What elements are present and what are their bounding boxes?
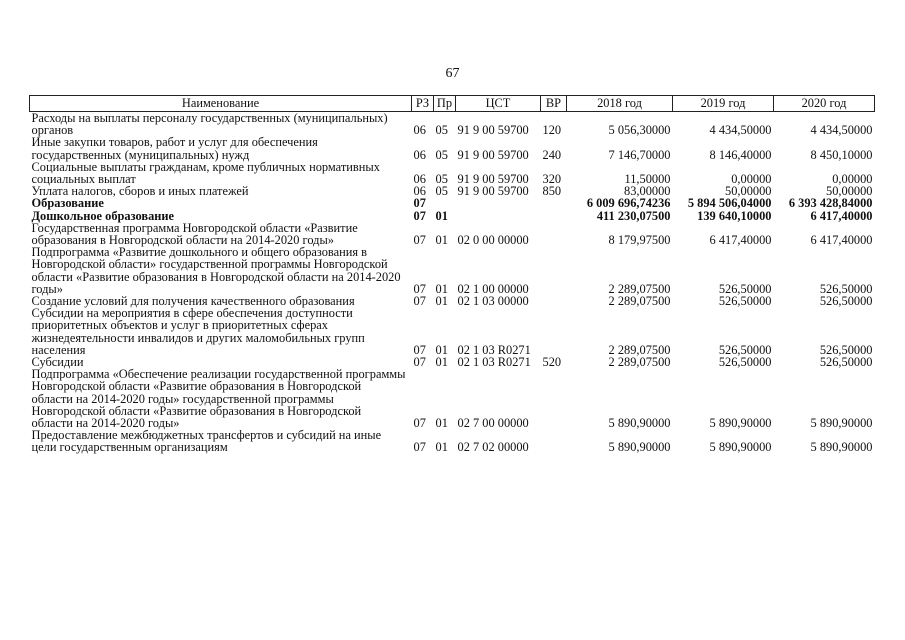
row-vr: 850	[542, 184, 562, 199]
row-name: Иные закупки товаров, работ и услуг для обеспечения государственных (муниципальных) нужд	[31, 135, 318, 162]
row-value-2019: 5 894 506,04000	[687, 196, 772, 211]
row-vr	[541, 295, 567, 307]
row-cst: 02 0 00 00000	[457, 233, 529, 248]
column-header-cst: ЦСТ	[456, 96, 541, 112]
row-value-2020: 0,00000	[832, 172, 873, 187]
row-vr: 240	[542, 147, 562, 162]
row-pr: 01	[435, 355, 448, 370]
row-pr: 05	[435, 184, 448, 199]
row-value-2018: 2 289,07500	[608, 355, 671, 370]
table-row	[30, 307, 875, 356]
column-header-2018: 2018 год	[567, 96, 673, 112]
row-pr: 01	[435, 208, 448, 223]
table-row	[30, 112, 875, 137]
row-value-2020: 526,50000	[819, 342, 873, 357]
row-value-2018: 6 009 696,74236	[586, 196, 671, 211]
row-name: Расходы на выплаты персоналу государственных (муниципальных) органов	[31, 111, 388, 138]
page-number: 67	[445, 66, 460, 81]
table-row	[30, 368, 875, 429]
column-header-vr: ВР	[541, 96, 567, 112]
row-rz: 07	[413, 294, 426, 309]
table-row	[30, 429, 875, 453]
row-value-2020: 6 417,40000	[810, 208, 873, 223]
row-value-2020: 5 890,90000	[810, 440, 873, 455]
table-row	[30, 161, 875, 185]
row-pr: 05	[435, 123, 448, 138]
row-name: Дошкольное образование	[31, 208, 175, 223]
table-row	[30, 136, 875, 160]
row-rz: 07	[413, 208, 426, 223]
row-rz: 07	[413, 233, 426, 248]
row-pr: 01	[435, 440, 448, 455]
table-row	[30, 210, 875, 222]
row-cst	[456, 210, 541, 222]
row-name: Социальные выплаты гражданам, кроме публичных нормативных социальных выплат	[31, 159, 380, 187]
row-value-2018: 5 890,90000	[608, 416, 671, 431]
row-rz: 07	[413, 281, 426, 296]
table-row	[30, 197, 875, 209]
row-name: Уплата налогов, сборов и иных платежей	[31, 184, 249, 199]
row-value-2018: 2 289,07500	[608, 342, 671, 357]
row-pr: 01	[435, 294, 448, 309]
row-value-2019: 50,00000	[725, 184, 772, 199]
row-cst: 91 9 00 59700	[457, 123, 529, 138]
row-name: Создание условий для получения качественного образования	[31, 294, 355, 309]
row-value-2020: 8 450,10000	[810, 147, 873, 162]
row-rz: 07	[413, 355, 426, 370]
row-vr	[541, 197, 567, 209]
row-rz: 07	[413, 416, 426, 431]
row-name: Предоставление межбюджетных трансфертов и субсидий на иные цели государственным организациям	[31, 428, 382, 455]
column-header-2019: 2019 год	[673, 96, 774, 112]
row-cst: 02 1 00 00000	[457, 281, 529, 296]
row-rz: 06	[413, 147, 426, 162]
row-value-2018: 2 289,07500	[608, 281, 671, 296]
row-value-2018: 5 056,30000	[608, 123, 671, 138]
row-value-2019: 5 890,90000	[709, 440, 772, 455]
row-pr: 01	[435, 342, 448, 357]
row-value-2018: 7 146,70000	[608, 147, 671, 162]
column-header-2020: 2020 год	[774, 96, 875, 112]
row-name: Подпрограмма «Развитие дошкольного и общего образования в Новгородской области» государственной программы Новгородской области «Развитие образования в Новгородской области на 2014-2020 годы»	[31, 245, 401, 296]
row-value-2020: 526,50000	[819, 294, 873, 309]
row-value-2020: 50,00000	[826, 184, 873, 199]
table-row	[30, 222, 875, 246]
row-value-2020: 526,50000	[819, 281, 873, 296]
row-vr: 520	[542, 355, 562, 370]
row-value-2019: 8 146,40000	[709, 147, 772, 162]
row-value-2018: 411 230,07500	[596, 208, 671, 223]
row-value-2020: 5 890,90000	[810, 416, 873, 431]
row-value-2018: 5 890,90000	[608, 440, 671, 455]
row-name: Субсидии	[31, 355, 84, 370]
row-rz: 07	[413, 342, 426, 357]
row-cst: 02 7 02 00000	[457, 440, 529, 455]
row-vr	[541, 307, 567, 356]
row-rz: 06	[413, 123, 426, 138]
row-value-2019: 5 890,90000	[709, 416, 772, 431]
row-name: Подпрограмма «Обеспечение реализации государственной программы Новгородской области «Развитие образования в Новгородской области на 2014-2020 годы» государственной программы Новгородской области «Развитие образования в Новгородской области на 2014-2020 годы»	[31, 367, 406, 431]
row-vr: 120	[542, 123, 562, 138]
row-value-2018: 11,50000	[624, 172, 671, 187]
row-cst	[456, 197, 541, 209]
row-value-2020: 6 417,40000	[810, 233, 873, 248]
row-value-2020: 6 393 428,84000	[788, 196, 873, 211]
table-body	[30, 112, 875, 454]
row-rz: 06	[413, 184, 426, 199]
row-name: Государственная программа Новгородской области «Развитие образования в Новгородской области на 2014-2020 годы»	[31, 220, 358, 248]
column-header-rz: РЗ	[412, 96, 434, 112]
row-value-2019: 526,50000	[718, 355, 772, 370]
row-pr: 01	[435, 416, 448, 431]
row-pr: 01	[435, 281, 448, 296]
budget-table	[29, 95, 875, 454]
row-value-2019: 526,50000	[718, 281, 772, 296]
row-cst: 91 9 00 59700	[457, 147, 529, 162]
row-value-2019: 526,50000	[718, 342, 772, 357]
row-value-2019: 526,50000	[718, 294, 772, 309]
row-vr	[541, 210, 567, 222]
row-value-2019: 139 640,10000	[697, 208, 772, 223]
row-rz: 06	[413, 172, 426, 187]
row-vr: 320	[542, 172, 562, 187]
row-name: Образование	[31, 196, 104, 211]
row-value-2019: 6 417,40000	[709, 233, 772, 248]
row-cst: 02 1 03 R0271	[457, 355, 531, 370]
column-header-pr: Пр	[434, 96, 456, 112]
row-value-2019: 4 434,50000	[709, 123, 772, 138]
row-pr: 05	[435, 172, 448, 187]
column-header-name: Наименование	[30, 96, 412, 112]
row-value-2020: 4 434,50000	[810, 123, 873, 138]
row-cst: 02 7 00 00000	[457, 416, 529, 431]
row-pr	[434, 197, 456, 209]
row-value-2018: 2 289,07500	[608, 294, 671, 309]
table-row	[30, 246, 875, 295]
row-value-2018: 83,00000	[624, 184, 671, 199]
row-vr	[541, 222, 567, 246]
row-name: Субсидии на мероприятия в сфере обеспечения доступности приоритетных объектов и услуг в приоритетных сферах жизнедеятельности инвалидов и других маломобильных групп населения	[31, 306, 365, 357]
row-value-2018: 8 179,97500	[608, 233, 671, 248]
row-vr	[541, 429, 567, 453]
row-value-2020: 526,50000	[819, 355, 873, 370]
row-cst: 91 9 00 59700	[457, 184, 529, 199]
row-cst: 02 1 03 R0271	[457, 342, 531, 357]
row-cst: 91 9 00 59700	[457, 172, 529, 187]
row-pr: 05	[435, 147, 448, 162]
row-pr: 01	[435, 233, 448, 248]
row-cst: 02 1 03 00000	[457, 294, 529, 309]
row-value-2019: 0,00000	[731, 172, 772, 187]
row-rz: 07	[413, 440, 426, 455]
row-vr	[541, 246, 567, 295]
table-header-row	[30, 96, 875, 112]
row-rz: 07	[413, 196, 426, 211]
row-vr	[541, 368, 567, 429]
